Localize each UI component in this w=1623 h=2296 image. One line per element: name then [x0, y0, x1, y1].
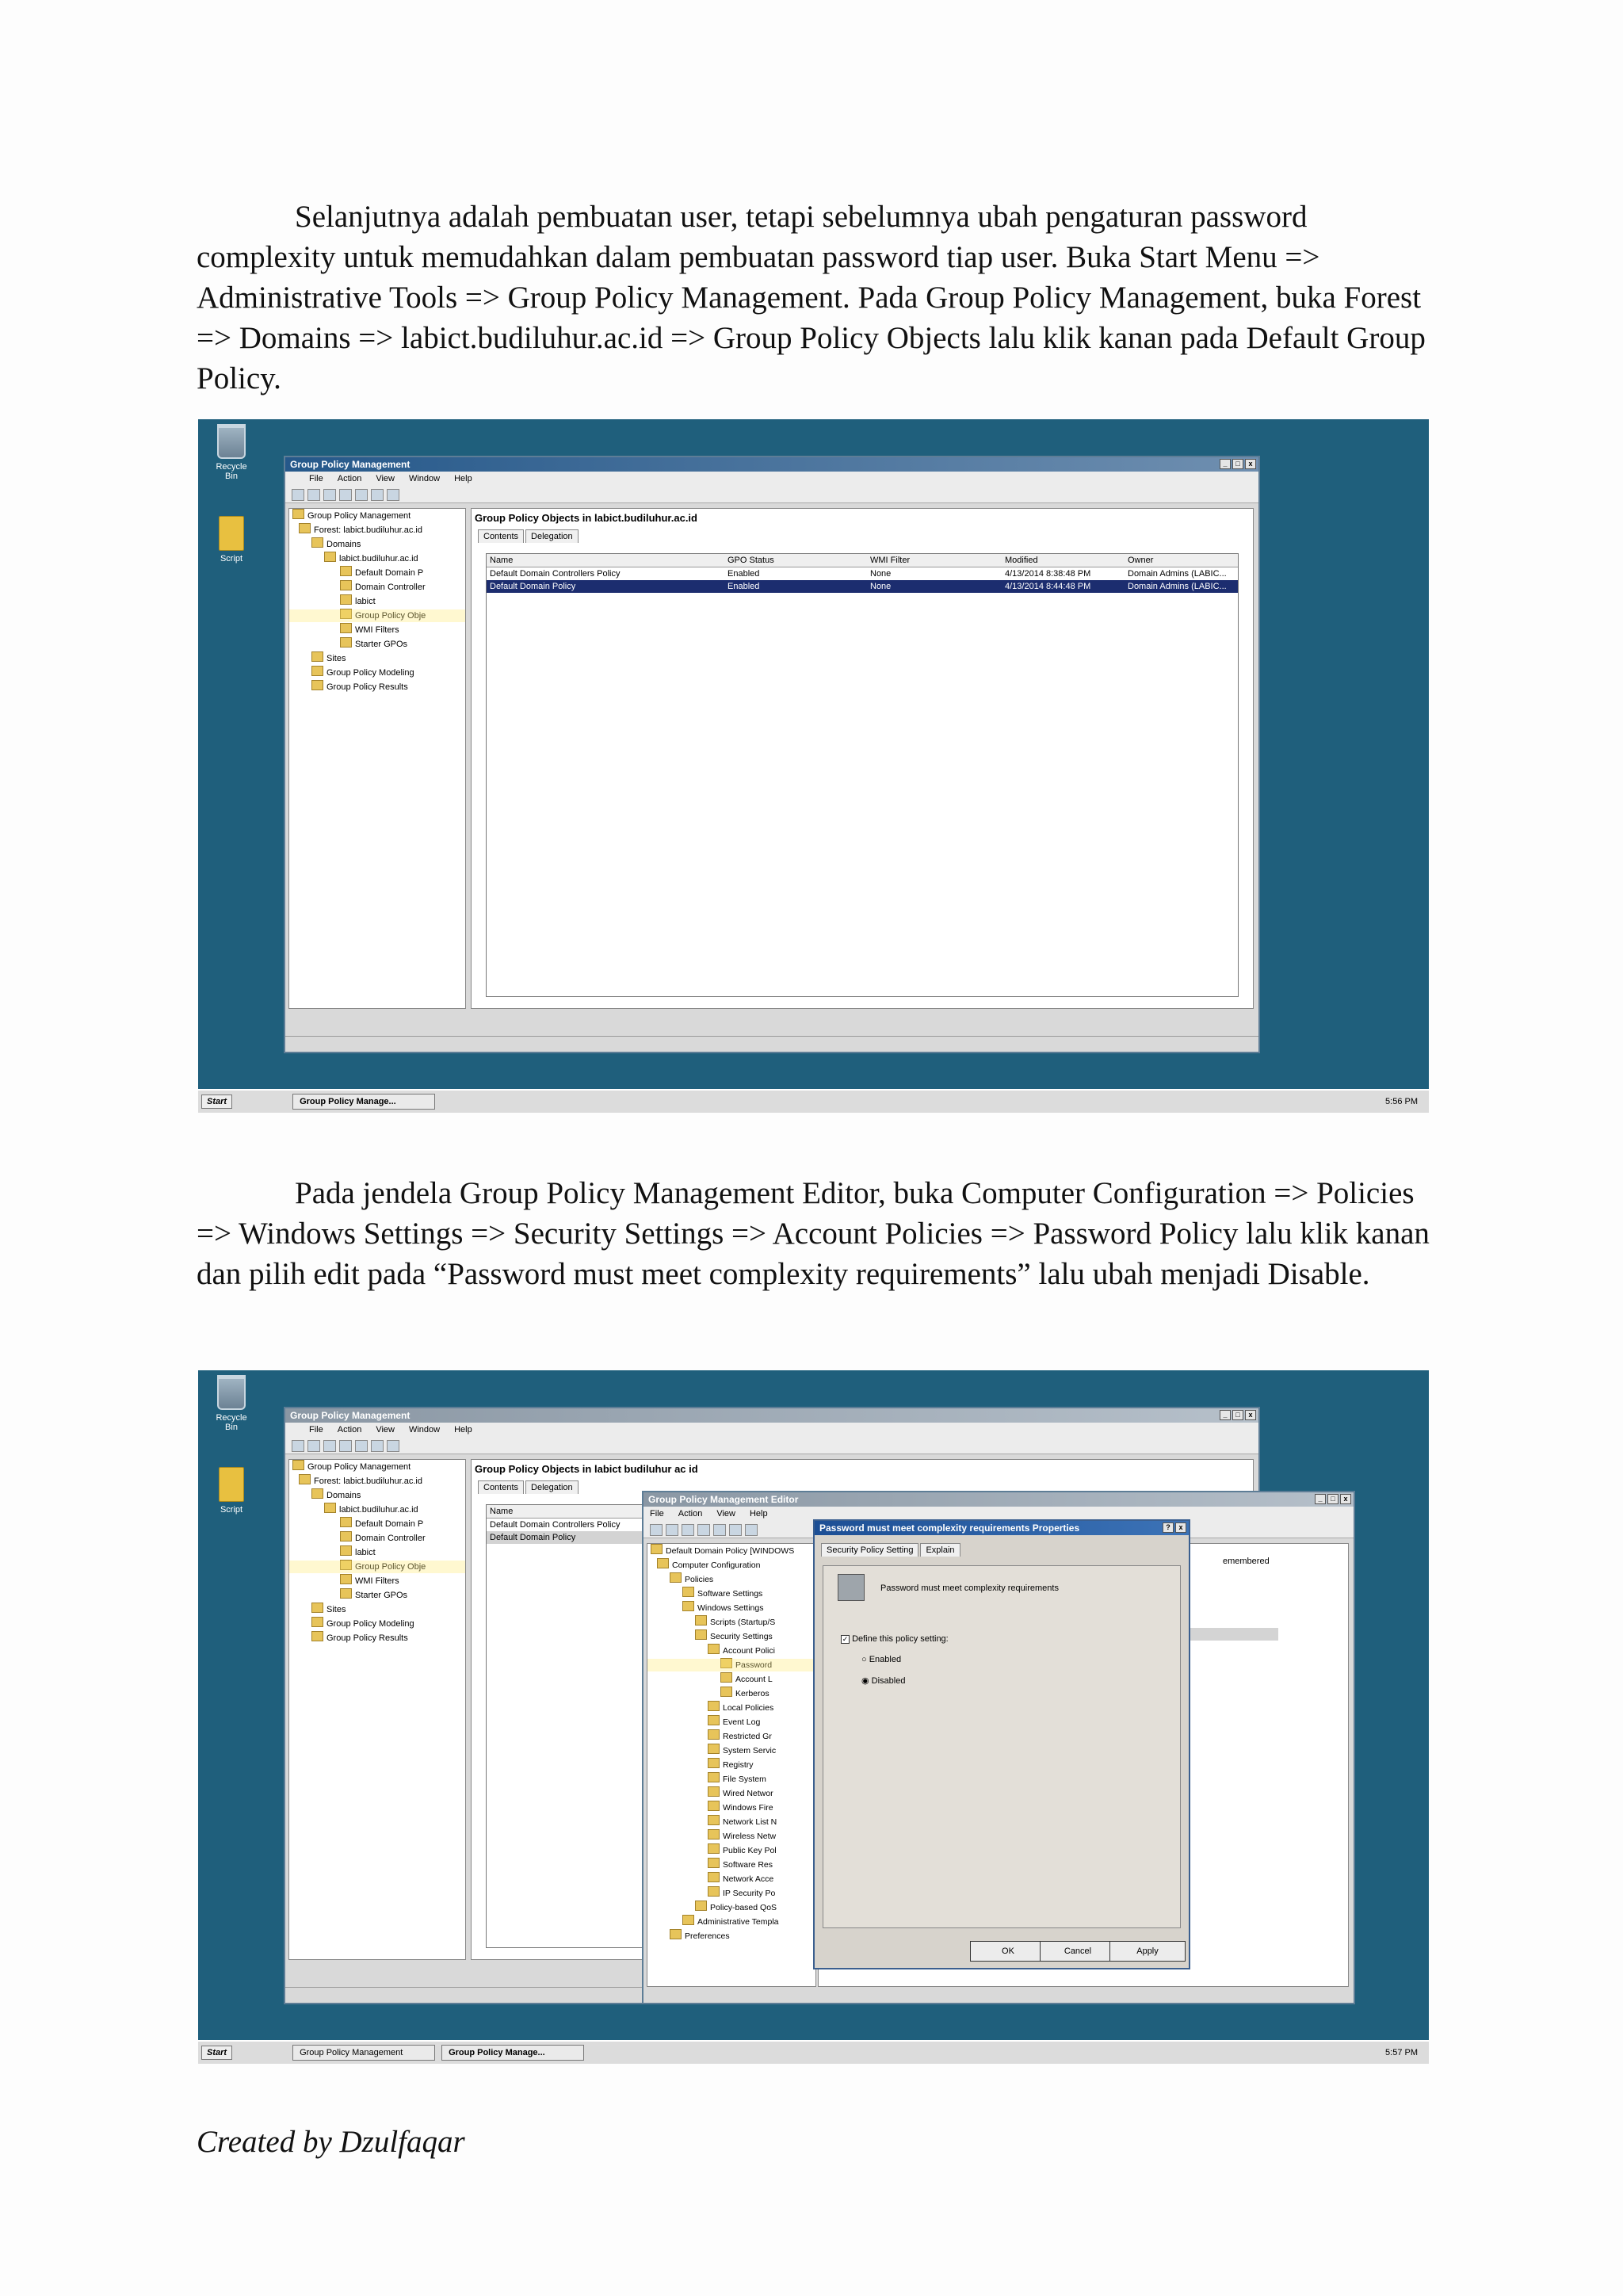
tree-item[interactable]: File System: [647, 1772, 815, 1786]
delete-icon[interactable]: [713, 1524, 726, 1536]
tree-item[interactable]: Preferences: [647, 1929, 815, 1943]
col-wmi-filter[interactable]: WMI Filter: [870, 556, 911, 565]
policy-setting-text: emembered: [1223, 1557, 1270, 1566]
tab-strip: [472, 529, 1253, 543]
menu-help[interactable]: Help: [454, 474, 472, 483]
menu-action[interactable]: Action: [337, 1425, 362, 1435]
tree-item[interactable]: Windows Fire: [647, 1801, 815, 1815]
tree-item[interactable]: labict.budiluhur.ac.id: [289, 1503, 465, 1517]
disabled-radio[interactable]: ◉ Disabled: [861, 1676, 906, 1686]
gpm-window: [284, 456, 1260, 1053]
tab-contents[interactable]: Contents: [478, 529, 524, 543]
tree-item[interactable]: Starter GPOs: [289, 637, 465, 651]
tree-item[interactable]: Kerberos: [647, 1687, 815, 1701]
tab-contents[interactable]: Contents: [478, 1480, 524, 1494]
tree-item[interactable]: Network Acce: [647, 1872, 815, 1886]
tree-item[interactable]: Group Policy Management: [289, 509, 465, 523]
tree-item-selected[interactable]: Password: [647, 1658, 815, 1672]
cancel-button[interactable]: Cancel: [1040, 1941, 1116, 1962]
tree-item[interactable]: Policy-based QoS: [647, 1901, 815, 1915]
tree-item[interactable]: Local Policies: [647, 1701, 815, 1715]
maximize-icon[interactable]: □: [1232, 1410, 1243, 1420]
menu-view[interactable]: View: [376, 1425, 395, 1435]
table-row-selected[interactable]: Default Domain Policy: [487, 1531, 1238, 1544]
gpm-tree: [288, 1459, 466, 1960]
tab-delegation[interactable]: Delegation: [525, 529, 579, 543]
tree-item[interactable]: IP Security Po: [647, 1886, 815, 1901]
recycle-bin-icon[interactable]: Recycle Bin: [211, 1375, 252, 1432]
properties-icon[interactable]: [387, 1440, 399, 1452]
back-icon[interactable]: [292, 1440, 304, 1452]
recycle-bin-icon[interactable]: Recycle Bin: [211, 424, 252, 481]
col-modified[interactable]: Modified: [1005, 556, 1038, 565]
menu-action[interactable]: Action: [678, 1509, 703, 1519]
tree-item[interactable]: Security Settings: [647, 1629, 815, 1644]
tree-item[interactable]: Account L: [647, 1672, 815, 1687]
start-button[interactable]: Start: [201, 2046, 232, 2060]
taskbar-task-gpm[interactable]: Group Policy Manage...: [292, 1094, 435, 1110]
tree-item[interactable]: Wired Networ: [647, 1786, 815, 1801]
help-icon[interactable]: [371, 489, 384, 501]
forward-icon[interactable]: [666, 1524, 678, 1536]
close-icon[interactable]: x: [1245, 1410, 1256, 1420]
tree-item[interactable]: labict.budiluhur.ac.id: [289, 552, 465, 566]
export-icon[interactable]: [745, 1524, 758, 1536]
tree-item[interactable]: Policies: [647, 1572, 815, 1587]
taskbar-task-gpm[interactable]: Group Policy Management: [292, 2045, 435, 2061]
tree-item[interactable]: Domains: [289, 537, 465, 552]
tree-item[interactable]: Sites: [289, 1603, 465, 1617]
dialog-tabs: [815, 1535, 1189, 1557]
show-hide-icon[interactable]: [339, 1440, 352, 1452]
maximize-icon[interactable]: □: [1327, 1494, 1338, 1504]
screenshot-gpm: [198, 419, 1429, 1113]
menu-view[interactable]: View: [376, 474, 395, 483]
menu-action[interactable]: Action: [337, 474, 362, 483]
tree-item[interactable]: WMI Filters: [289, 623, 465, 637]
up-icon[interactable]: [682, 1524, 694, 1536]
gpo-table: [486, 553, 1239, 997]
screenshot-editor: [198, 1370, 1429, 2064]
table-row-selected[interactable]: Default Domain Policy Enabled None 4/13/2014 8:44:48 PM Domain Admins (LABIC...: [487, 580, 1238, 593]
tree-item[interactable]: Scripts (Startup/S: [647, 1615, 815, 1629]
close-icon[interactable]: x: [1340, 1494, 1351, 1504]
tree-item[interactable]: Group Policy Results: [289, 1631, 465, 1645]
paragraph-intro: Selanjutnya adalah pembuatan user, tetapi sebelumnya ubah pengaturan password complexity untuk memudahkan dalam pembuatan password tiap user. Buka Start Menu => Administrative Tools => Group Policy Management. Pada Group Policy Management, buka Forest => Domains => labict.budiluhur.ac.id => Group Policy Objects lalu klik kanan pada Default Group Policy.: [197, 200, 1426, 395]
col-gpo-status[interactable]: GPO Status: [727, 556, 774, 565]
tree-item[interactable]: Software Settings: [647, 1587, 815, 1601]
tree-item[interactable]: Sites: [289, 651, 465, 666]
toolbar: [285, 1438, 1258, 1454]
dialog-tab-panel: [823, 1565, 1181, 1928]
gpm-titlebar[interactable]: Group Policy Management _ □ x: [285, 457, 1258, 472]
tree-item[interactable]: System Servic: [647, 1744, 815, 1758]
paragraph-editor: Pada jendela Group Policy Management Editor, buka Computer Configuration => Policies => Windows Settings => Security Settings => Account Policies => Password Policy lalu klik kanan dan pilih edit pada “Password must meet complexity requirements” lalu ubah menjadi Disable.: [197, 1176, 1430, 1291]
tree-item[interactable]: Wireless Netw: [647, 1829, 815, 1843]
up-icon[interactable]: [323, 1440, 336, 1452]
menu-bar: [285, 472, 1258, 487]
tree-item[interactable]: Forest: labict.budiluhur.ac.id: [289, 523, 465, 537]
tree-item[interactable]: Windows Settings: [647, 1601, 815, 1615]
tree-item[interactable]: Administrative Templa: [647, 1915, 815, 1929]
tab-security-policy-setting[interactable]: Security Policy Setting: [821, 1543, 918, 1557]
tree-item[interactable]: Event Log: [647, 1715, 815, 1729]
gpo-pane: [471, 508, 1254, 1009]
help-icon[interactable]: ?: [1163, 1522, 1174, 1533]
menu-window[interactable]: Window: [408, 1425, 441, 1435]
tab-explain[interactable]: Explain: [920, 1543, 960, 1557]
policy-name: Password must meet complexity requirements: [880, 1584, 1059, 1593]
menu-window[interactable]: Window: [408, 474, 441, 483]
tree-item[interactable]: Network List N: [647, 1815, 815, 1829]
tree-item[interactable]: Domain Controller: [289, 1531, 465, 1545]
gpm-tree: [288, 508, 466, 1009]
tree-item[interactable]: Restricted Gr: [647, 1729, 815, 1744]
tree-item[interactable]: labict: [289, 1545, 465, 1560]
editor-titlebar[interactable]: Group Policy Management Editor _ □ x: [643, 1492, 1354, 1507]
menu-bar: [285, 1423, 1258, 1438]
menu-file[interactable]: File: [309, 1425, 323, 1435]
toolbar: [285, 487, 1258, 503]
tree-item[interactable]: Registry: [647, 1758, 815, 1772]
refresh-icon[interactable]: [729, 1524, 742, 1536]
menu-help[interactable]: Help: [454, 1425, 472, 1435]
ok-button[interactable]: OK: [970, 1941, 1046, 1962]
taskbar: [198, 1089, 1429, 1113]
col-name[interactable]: Name: [490, 556, 514, 565]
forward-icon[interactable]: [307, 489, 320, 501]
menu-view[interactable]: View: [716, 1509, 735, 1519]
clock: 5:57 PM: [1385, 2048, 1418, 2057]
author-credit: Created by Dzulfaqar: [197, 2125, 465, 2159]
tree-item[interactable]: Starter GPOs: [289, 1588, 465, 1603]
help-icon[interactable]: [371, 1440, 384, 1452]
minimize-icon[interactable]: _: [1220, 1410, 1231, 1420]
enabled-radio[interactable]: ○ Enabled: [861, 1655, 902, 1664]
status-bar: [285, 1036, 1258, 1052]
tab-delegation[interactable]: Delegation: [525, 1480, 579, 1494]
refresh-icon[interactable]: [355, 1440, 368, 1452]
tree-item[interactable]: Computer Configuration: [647, 1558, 815, 1572]
tree-item[interactable]: Public Key Pol: [647, 1843, 815, 1858]
menu-file[interactable]: File: [650, 1509, 664, 1519]
refresh-icon[interactable]: [355, 489, 368, 501]
menu-file[interactable]: File: [309, 474, 323, 483]
taskbar: [198, 2040, 1429, 2064]
define-policy-checkbox[interactable]: ✓ Define this policy setting:: [842, 1634, 949, 1644]
menu-help[interactable]: Help: [749, 1509, 768, 1519]
back-icon[interactable]: [292, 489, 304, 501]
script-folder-icon[interactable]: Script: [211, 516, 252, 563]
show-hide-icon[interactable]: [339, 489, 352, 501]
maximize-icon[interactable]: □: [1232, 459, 1243, 469]
pane-title: Group Policy Objects in labict.budiluhur.ac.id: [472, 509, 1253, 529]
tree-item[interactable]: Group Policy Modeling: [289, 1617, 465, 1631]
tree-item[interactable]: Group Policy Modeling: [289, 666, 465, 680]
tree-item[interactable]: Account Polici: [647, 1644, 815, 1658]
col-name[interactable]: Name: [490, 1507, 514, 1516]
editor-tree: [647, 1543, 816, 1987]
checkbox-checked-icon[interactable]: ✓: [842, 1635, 849, 1643]
up-icon[interactable]: [323, 489, 336, 501]
tree-item[interactable]: Domains: [289, 1488, 465, 1503]
start-button[interactable]: Start: [201, 1095, 232, 1109]
dialog-titlebar[interactable]: Password must meet complexity requirements Properties ? x: [815, 1521, 1189, 1535]
tree-item[interactable]: Default Domain P: [289, 566, 465, 580]
tree-item[interactable]: Software Res: [647, 1858, 815, 1872]
properties-icon[interactable]: [387, 489, 399, 501]
tree-item[interactable]: labict: [289, 594, 465, 609]
back-icon[interactable]: [650, 1524, 663, 1536]
apply-button[interactable]: Apply: [1109, 1941, 1186, 1962]
script-folder-icon[interactable]: Script: [211, 1467, 252, 1515]
tree-item[interactable]: Domain Controller: [289, 580, 465, 594]
table-header: [487, 554, 1238, 567]
clock: 5:56 PM: [1385, 1097, 1418, 1106]
tree-item[interactable]: WMI Filters: [289, 1574, 465, 1588]
close-icon[interactable]: x: [1245, 459, 1256, 469]
taskbar-task-editor[interactable]: Group Policy Manage...: [441, 2045, 584, 2061]
gpm-titlebar[interactable]: Group Policy Management _ □ x: [285, 1408, 1258, 1423]
table-row[interactable]: Default Domain Controllers Policy Enabled None 4/13/2014 8:38:48 PM Domain Admins (LABIC...: [490, 569, 1227, 579]
tree-item-selected[interactable]: Group Policy Obje: [289, 609, 465, 623]
policy-server-icon: [838, 1574, 865, 1601]
col-owner[interactable]: Owner: [1128, 556, 1154, 565]
tree-item[interactable]: Group Policy Results: [289, 680, 465, 694]
tree-item[interactable]: Group Policy Management: [289, 1460, 465, 1474]
forward-icon[interactable]: [307, 1440, 320, 1452]
table-row[interactable]: Default Domain Controllers Policy: [490, 1520, 621, 1530]
tree-item[interactable]: Default Domain Policy [WINDOWS: [647, 1544, 815, 1558]
show-hide-icon[interactable]: [697, 1524, 710, 1536]
close-icon[interactable]: x: [1175, 1522, 1186, 1533]
properties-dialog: [813, 1519, 1190, 1969]
tree-item[interactable]: Forest: labict.budiluhur.ac.id: [289, 1474, 465, 1488]
tree-item[interactable]: Default Domain P: [289, 1517, 465, 1531]
minimize-icon[interactable]: _: [1220, 459, 1231, 469]
pane-title: Group Policy Objects in labict budiluhur ac id: [472, 1460, 1253, 1480]
tree-item-selected[interactable]: Group Policy Obje: [289, 1560, 465, 1574]
minimize-icon[interactable]: _: [1315, 1494, 1326, 1504]
